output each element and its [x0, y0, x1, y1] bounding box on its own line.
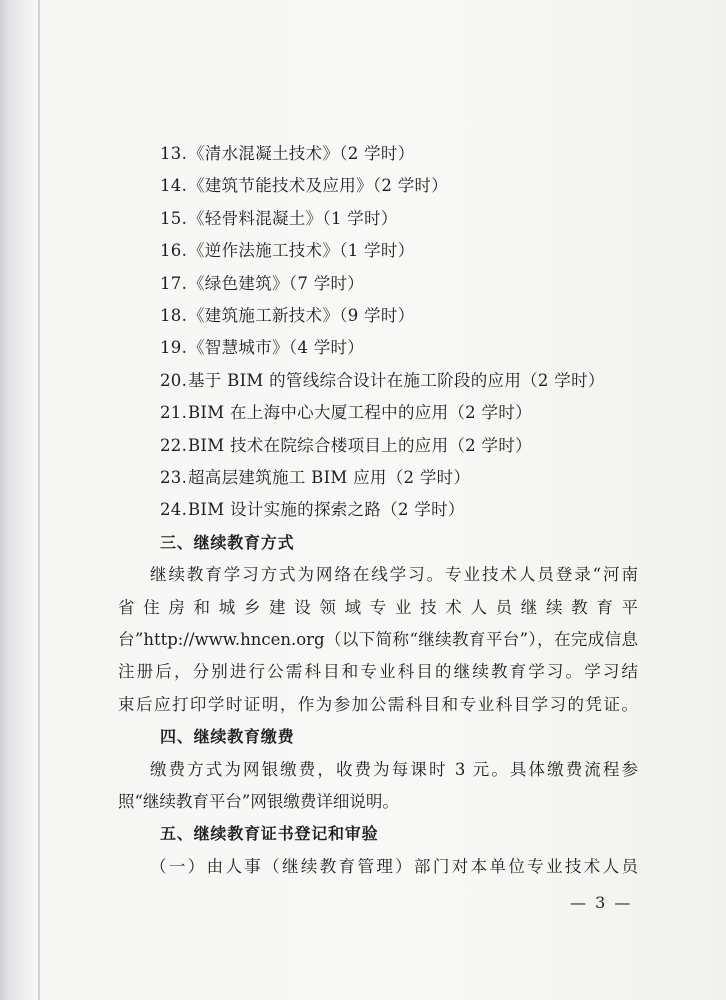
course-number: 16. [160, 241, 188, 261]
course-number: 17. [160, 273, 188, 293]
paragraph-line: 照“继续教育平台”网银缴费详细说明。 [118, 792, 399, 811]
course-title: BIM 技术在院综合楼项目上的应用（2 学时） [188, 435, 532, 455]
course-title: 《清水混凝土技术》（2 学时） [188, 144, 415, 163]
paragraph-line: 台”http://www.hncen.org（以下简称“继续教育平台”），在完成信息 [118, 630, 638, 649]
course-title: BIM 在上海中心大厦工程中的应用（2 学时） [188, 403, 532, 423]
course-number: 23. [160, 468, 188, 487]
paragraph-line: 继续教育学习方式为网络在线学习。专业技术人员登录“河南 [150, 565, 638, 585]
course-item [160, 235, 415, 267]
course-title: 《建筑施工新技术》（9 学时） [188, 306, 415, 325]
paragraph-line: 缴费方式为网银缴费，收费为每课时 3 元。具体缴费流程参 [150, 759, 638, 779]
course-item [160, 300, 415, 332]
section-heading-fee: 四、继续教育缴费 [160, 727, 295, 747]
course-number: 21. [160, 403, 188, 423]
section-heading-certificate: 五、继续教育证书登记和审验 [160, 824, 379, 844]
course-number: 18. [160, 306, 188, 325]
course-number: 22. [160, 435, 188, 455]
paragraph-line: 注册后，分别进行公需科目和专业科目的继续教育学习。学习结 [118, 662, 638, 682]
course-number: 20. [160, 370, 188, 390]
course-title: 《智慧城市》（4 学时） [188, 338, 365, 358]
course-number: 24. [160, 500, 188, 520]
course-title: 《建筑节能技术及应用》（2 学时） [188, 176, 449, 196]
course-item [160, 203, 398, 235]
course-item [160, 462, 470, 494]
course-title: BIM 设计实施的探索之路（2 学时） [188, 500, 465, 520]
course-title: 《轻骨料混凝土》（1 学时） [188, 208, 398, 228]
paragraph-line: 束后应打印学时证明，作为参加公需科目和专业科目学习的凭证。 [118, 694, 638, 714]
paragraph-line: 省住房和城乡建设领域专业技术人员继续教育平 [118, 597, 638, 617]
course-item [160, 494, 465, 526]
paragraph-line: （一）由人事（继续教育管理）部门对本单位专业技术人员 [150, 856, 638, 876]
course-item [160, 332, 364, 364]
course-title: 《逆作法施工技术》（1 学时） [188, 241, 415, 261]
course-item [160, 170, 448, 202]
course-title: 《绿色建筑》（7 学时） [188, 273, 365, 293]
binding-fold [38, 0, 40, 1000]
course-item [160, 397, 532, 429]
course-number: 13. [160, 144, 188, 163]
course-item [160, 430, 532, 462]
course-number: 14. [160, 176, 188, 196]
page-number: — 3 — [570, 893, 633, 912]
course-item [160, 138, 415, 170]
course-number: 15. [160, 208, 188, 228]
course-number: 19. [160, 338, 188, 358]
course-item [160, 365, 605, 397]
section-heading-method: 三、继续教育方式 [160, 532, 295, 552]
course-title: 基于 BIM 的管线综合设计在施工阶段的应用（2 学时） [188, 370, 605, 390]
course-title: 超高层建筑施工 BIM 应用（2 学时） [188, 468, 471, 487]
course-item [160, 268, 364, 300]
